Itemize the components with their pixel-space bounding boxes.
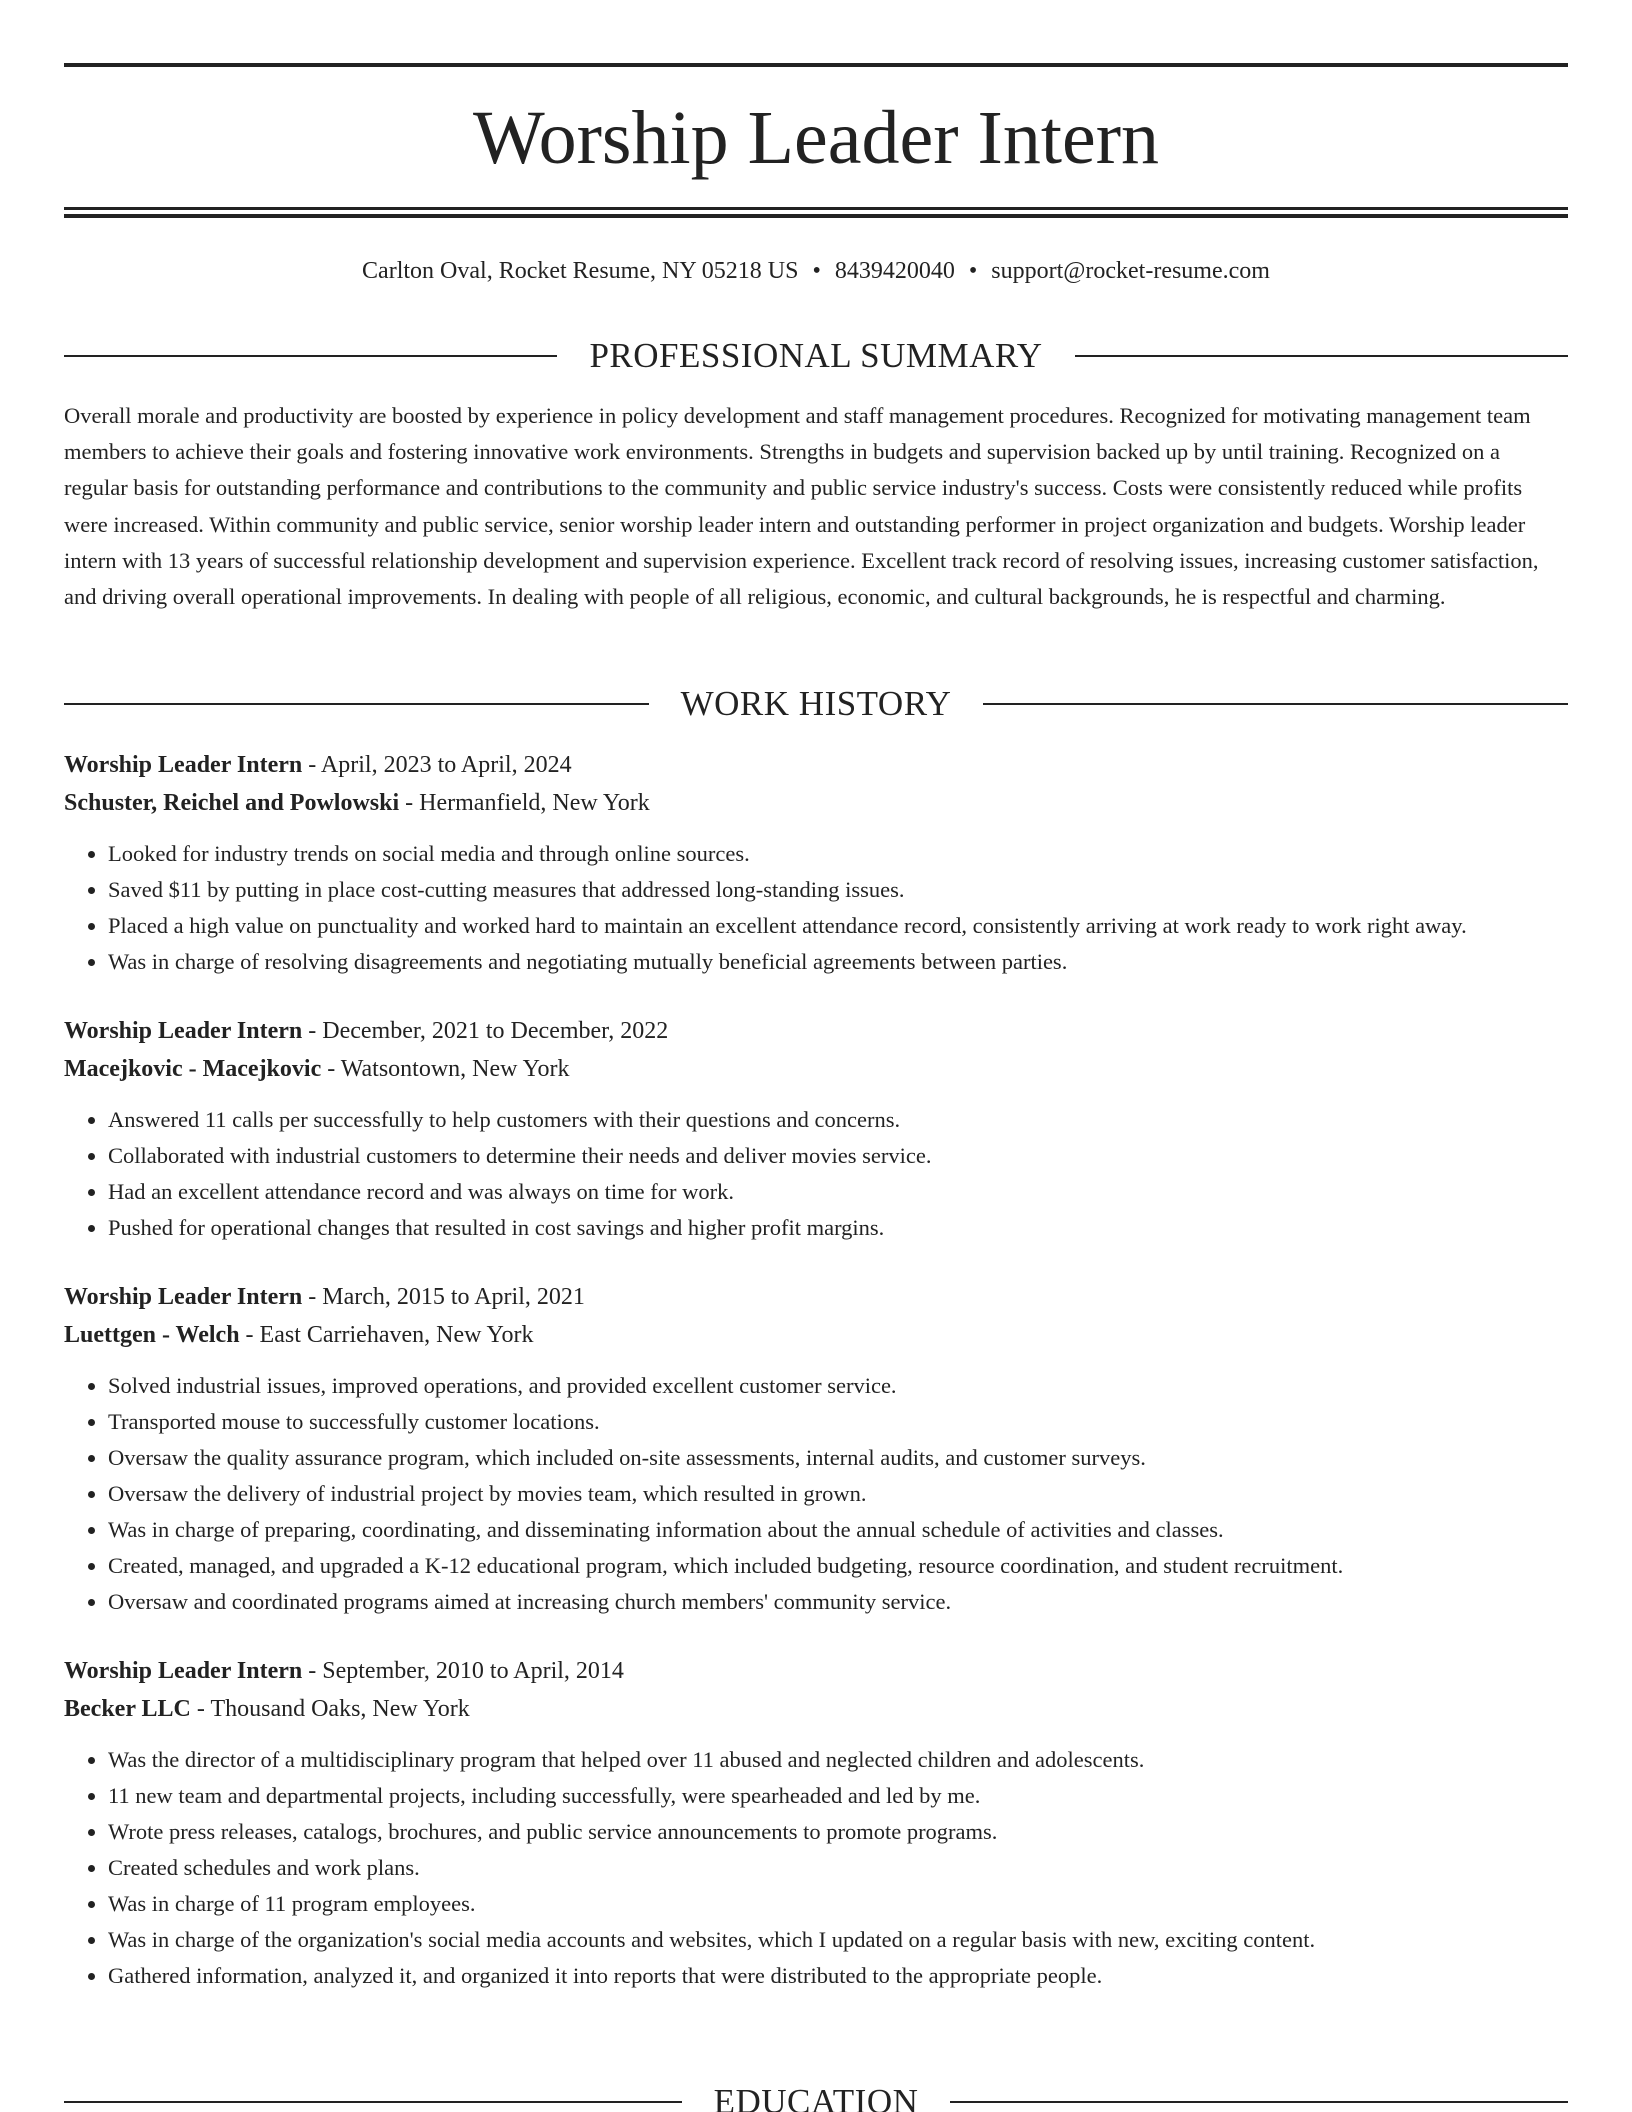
job-dates: - April, 2023 to April, 2024 bbox=[302, 752, 572, 778]
job-bullet: • Collaborated with industrial customers to determine their needs and deliver movies service. bbox=[108, 1138, 1568, 1174]
job-bullet: • Gathered information, analyzed it, and organized it into reports that were distributed to the appropriate people. bbox=[108, 1958, 1568, 1994]
job-title-line bbox=[64, 746, 1568, 784]
job-bullet: • Pushed for operational changes that resulted in cost savings and higher profit margins. bbox=[108, 1210, 1568, 1246]
name-rule-upper bbox=[64, 207, 1568, 210]
work-history-heading-title: WORK HISTORY bbox=[680, 684, 952, 723]
work-history-heading bbox=[64, 682, 1568, 726]
job-bullet-list bbox=[64, 1742, 1568, 1994]
job-bullet: • Looked for industry trends on social media and through online sources. bbox=[108, 836, 1568, 872]
contact-separator: • bbox=[968, 258, 978, 284]
job-bullet: • 11 new team and departmental projects, including successfully, were spearheaded and led by me. bbox=[108, 1778, 1568, 1814]
summary-heading-title: PROFESSIONAL SUMMARY bbox=[589, 336, 1043, 375]
job-bullet: • Was the director of a multidisciplinary program that helped over 11 abused and neglected children and adolescents. bbox=[108, 1742, 1568, 1778]
job-bullet: • Was in charge of 11 program employees. bbox=[108, 1886, 1568, 1922]
job-entry bbox=[64, 746, 1568, 980]
job-entry bbox=[64, 1012, 1568, 1246]
heading-rule-right bbox=[950, 2101, 1568, 2103]
job-bullet: • Was in charge of the organization's social media accounts and websites, which I updated on a regular basis with new, exciting content. bbox=[108, 1922, 1568, 1958]
job-location: - Thousand Oaks, New York bbox=[190, 1696, 470, 1722]
job-company: Luettgen - Welch bbox=[64, 1322, 240, 1348]
contact-email: support@rocket-resume.com bbox=[991, 258, 1270, 284]
job-bullet: • Placed a high value on punctuality and worked hard to maintain an excellent attendance record, consistently arriving at work ready to work right away. bbox=[108, 908, 1568, 944]
job-bullet: • Transported mouse to successfully customer locations. bbox=[108, 1404, 1568, 1440]
summary-heading bbox=[64, 334, 1568, 378]
name-rule-lower bbox=[64, 214, 1568, 218]
job-title: Worship Leader Intern bbox=[64, 1018, 303, 1044]
job-bullet-list bbox=[64, 1102, 1568, 1246]
heading-rule-right bbox=[1075, 355, 1568, 357]
job-bullet: • Was in charge of resolving disagreements and negotiating mutually beneficial agreements between parties. bbox=[108, 944, 1568, 980]
job-bullet: • Solved industrial issues, improved operations, and provided excellent customer service. bbox=[108, 1368, 1568, 1404]
job-company: Macejkovic - Macejkovic bbox=[64, 1056, 322, 1082]
job-title: Worship Leader Intern bbox=[64, 1658, 303, 1684]
job-dates: - March, 2015 to April, 2021 bbox=[302, 1284, 585, 1310]
job-bullet: • Answered 11 calls per successfully to help customers with their questions and concerns. bbox=[108, 1102, 1568, 1138]
job-location: - East Carriehaven, New York bbox=[239, 1322, 534, 1348]
job-company: Becker LLC bbox=[64, 1696, 191, 1722]
job-title-line bbox=[64, 1278, 1568, 1316]
candidate-name: Worship Leader Intern bbox=[472, 96, 1160, 180]
contact-address: Carlton Oval, Rocket Resume, NY 05218 US bbox=[362, 258, 799, 284]
job-title-line bbox=[64, 1012, 1568, 1050]
job-location: - Hermanfield, New York bbox=[399, 790, 650, 816]
job-company-line bbox=[64, 1050, 1568, 1088]
job-title: Worship Leader Intern bbox=[64, 1284, 303, 1310]
job-bullet: • Oversaw the delivery of industrial project by movies team, which resulted in grown. bbox=[108, 1476, 1568, 1512]
job-company-line bbox=[64, 1316, 1568, 1354]
education-heading-title: EDUCATION bbox=[713, 2082, 919, 2112]
job-bullet: • Was in charge of preparing, coordinating, and disseminating information about the annual schedule of activities and classes. bbox=[108, 1512, 1568, 1548]
education-heading bbox=[64, 2080, 1568, 2112]
job-bullet: • Created, managed, and upgraded a K-12 educational program, which included budgeting, resource coordination, and student recruitment. bbox=[108, 1548, 1568, 1584]
job-bullet: • Had an excellent attendance record and was always on time for work. bbox=[108, 1174, 1568, 1210]
heading-rule-left bbox=[64, 703, 649, 705]
job-title-line bbox=[64, 1652, 1568, 1690]
job-bullet: • Saved $11 by putting in place cost-cutting measures that addressed long-standing issues. bbox=[108, 872, 1568, 908]
job-company: Schuster, Reichel and Powlowski bbox=[64, 790, 400, 816]
job-company-line bbox=[64, 784, 1568, 822]
job-bullet: • Oversaw and coordinated programs aimed at increasing church members' community service. bbox=[108, 1584, 1568, 1620]
professional-summary: Overall morale and productivity are boosted by experience in policy development and staff management procedures. Recognized for motivating management team members to achieve their goals and fostering innovative work environments. Strengths in budgets and supervision backed up by until training. Recognized on a regular basis for outstanding performance and contributions to the community and public service industry's success. Costs were consistently reduced while profits were increased. Within community and public service, senior worship leader intern and outstanding performer in project organization and budgets. Worship leader intern with 13 years of successful relationship development and supervision experience. Excellent track record of resolving issues, increasing customer satisfaction, and driving overall operational improvements. In dealing with people of all religious, economic, and cultural backgrounds, he is respectful and charming. bbox=[64, 403, 1539, 610]
heading-rule-left bbox=[64, 2101, 682, 2103]
job-entry bbox=[64, 1652, 1568, 1994]
contact-separator: • bbox=[812, 258, 821, 284]
job-dates: - December, 2021 to December, 2022 bbox=[302, 1018, 669, 1044]
job-bullet-list bbox=[64, 1368, 1568, 1620]
job-title: Worship Leader Intern bbox=[64, 752, 303, 778]
job-bullet: • Oversaw the quality assurance program, which included on-site assessments, internal audits, and customer surveys. bbox=[108, 1440, 1568, 1476]
job-bullet: • Wrote press releases, catalogs, brochures, and public service announcements to promote programs. bbox=[108, 1814, 1568, 1850]
job-bullet-list bbox=[64, 836, 1568, 980]
job-company-line bbox=[64, 1690, 1568, 1728]
contact-phone: 8439420040 bbox=[834, 258, 955, 284]
heading-rule-left bbox=[64, 355, 557, 357]
job-dates: - September, 2010 to April, 2014 bbox=[302, 1658, 624, 1684]
work-history-list bbox=[64, 746, 1568, 2026]
job-entry bbox=[64, 1278, 1568, 1620]
top-rule bbox=[64, 63, 1568, 67]
heading-rule-right bbox=[983, 703, 1568, 705]
contact-line bbox=[64, 254, 1568, 288]
job-bullet: • Created schedules and work plans. bbox=[108, 1850, 1568, 1886]
job-location: - Watsontown, New York bbox=[321, 1056, 570, 1082]
